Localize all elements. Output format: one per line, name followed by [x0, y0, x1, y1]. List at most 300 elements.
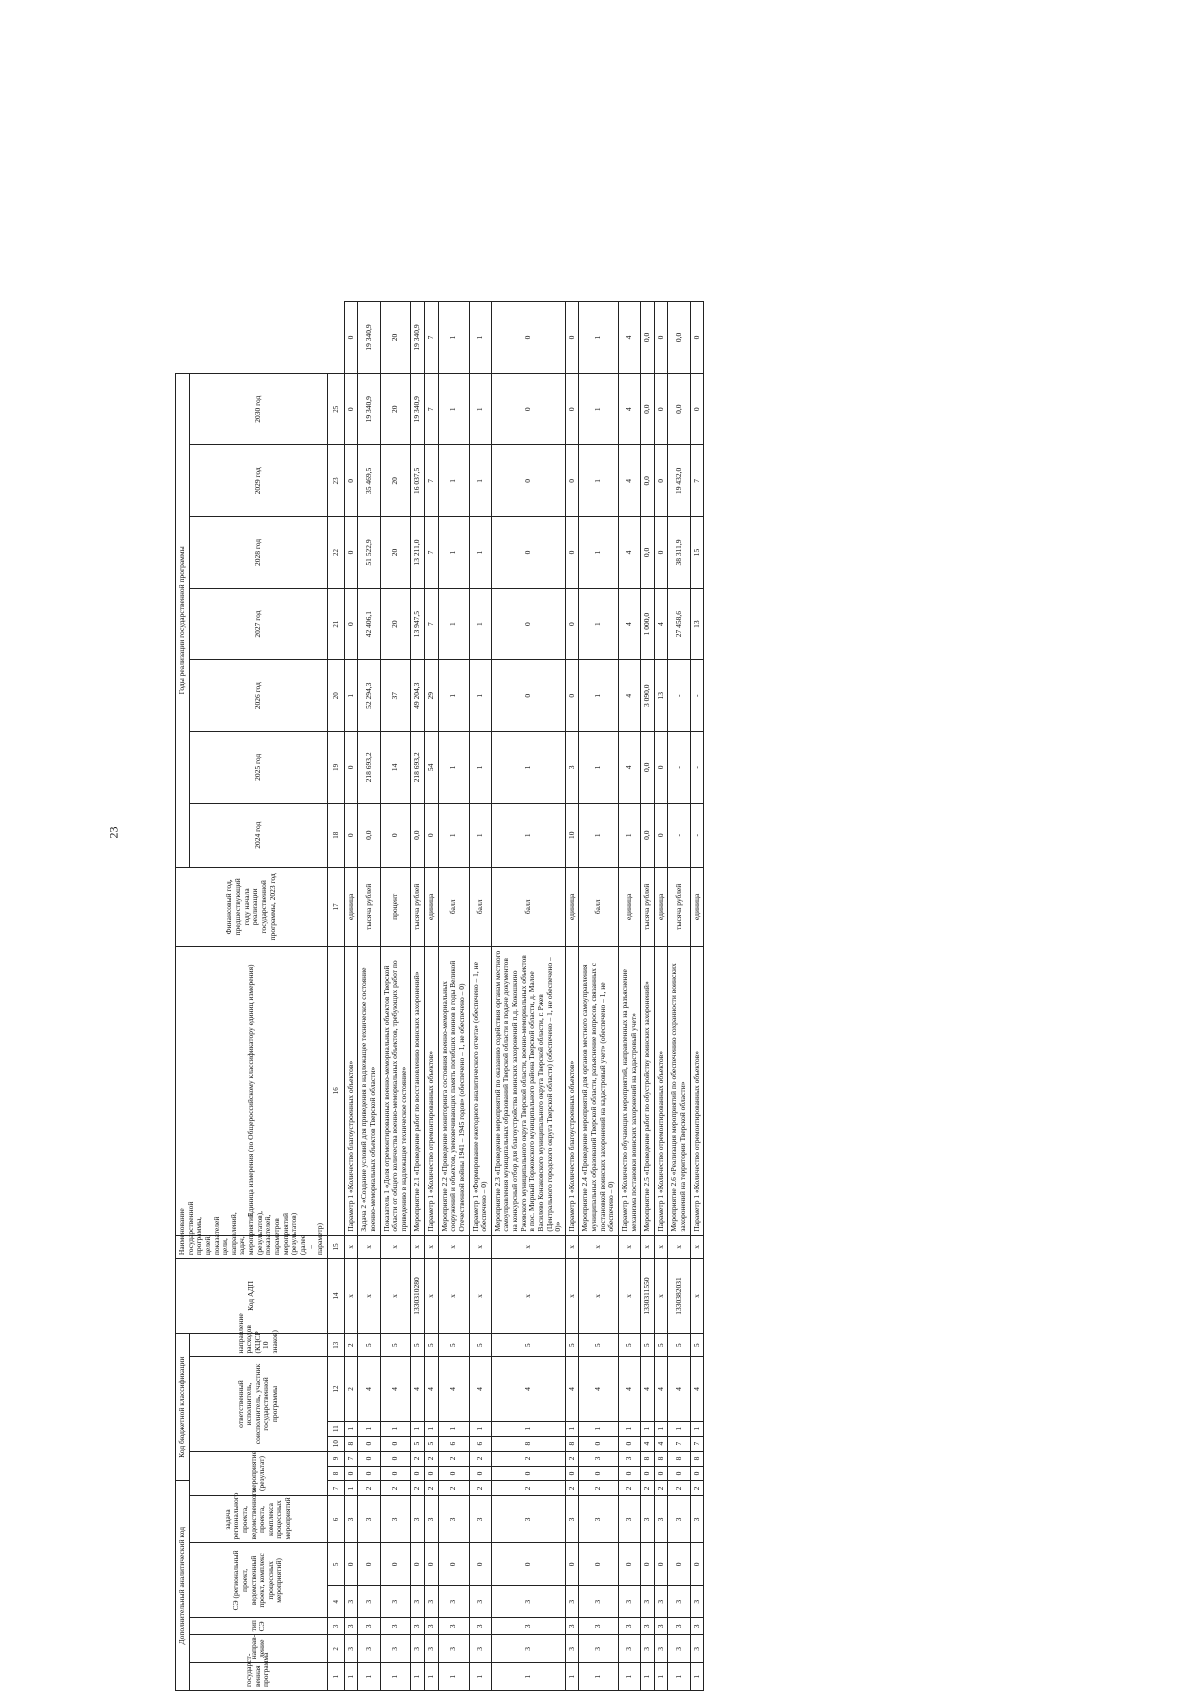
column-number: 25 — [327, 373, 344, 445]
code-cell: 2 — [411, 1451, 425, 1466]
code-cell: x — [618, 1259, 640, 1334]
header-napr: направ-ление — [189, 1635, 327, 1663]
table-row — [565, 302, 579, 1691]
code-cell: 6 — [438, 1436, 469, 1451]
code-cell: 4 — [425, 1357, 439, 1421]
code-cell: 3 — [690, 1586, 704, 1618]
header-y2026: 2026 год — [189, 660, 327, 732]
code-cell: 3 — [641, 1586, 655, 1618]
code-cell: 0 — [668, 1543, 690, 1586]
year-value: 0,0 — [641, 302, 655, 374]
code-cell: 1330310280 — [411, 1259, 425, 1334]
code-cell: 3 — [641, 1635, 655, 1663]
column-number: 8 — [327, 1466, 344, 1481]
code-cell: 3 — [668, 1635, 690, 1663]
code-cell: 0 — [618, 1436, 640, 1451]
row-name: Мероприятие 2.6 «Реализация мероприятий по обеспечению сохранности воинских захоронений на территории Тверской области» — [668, 946, 690, 1235]
row-name: Мероприятие 2.2 «Проведение мониторинга состояния военно-мемориальных сооружений и объектов, увековечивающих память погибших воинов в годы Великой Отечественной войны 1941 – 1945 годов» (обеспечено – 1, не обеспечено – 0) — [438, 946, 469, 1235]
row-name: Параметр 1 «Количество обучающих мероприятий, направленных на разъяснение механизма постановки воинских захоронений на кадастровый учет» — [618, 946, 640, 1235]
code-cell: x — [469, 1235, 491, 1259]
code-cell: x — [438, 1259, 469, 1334]
code-cell: 0 — [579, 1466, 619, 1481]
code-cell: 5 — [668, 1333, 690, 1357]
code-cell: 5 — [438, 1333, 469, 1357]
table-row — [654, 302, 668, 1691]
row-unit: балл — [579, 867, 619, 946]
code-cell: 0 — [641, 1543, 655, 1586]
code-cell: 1 — [411, 1663, 425, 1691]
code-cell: 0 — [469, 1466, 491, 1481]
table-row — [358, 302, 380, 1691]
row-unit: тысяча рублей — [411, 867, 425, 946]
year-value: 4 — [618, 302, 640, 374]
year-value: 0 — [654, 803, 668, 867]
code-cell: 4 — [469, 1357, 491, 1421]
code-cell: 3 — [565, 1496, 579, 1543]
year-value: 218 693,2 — [411, 732, 425, 804]
year-value: 0 — [654, 445, 668, 517]
code-cell: 3 — [491, 1586, 565, 1618]
code-cell: 2 — [565, 1481, 579, 1496]
code-cell: 3 — [491, 1618, 565, 1635]
code-cell: 6 — [469, 1436, 491, 1451]
year-value: 13 211,0 — [411, 517, 425, 589]
year-value: 4 — [618, 732, 640, 804]
code-cell: 3 — [618, 1451, 640, 1466]
column-number: 15 — [327, 1235, 344, 1259]
column-number: 22 — [327, 517, 344, 589]
year-value: 51 522,9 — [358, 517, 380, 589]
code-cell: 3 — [358, 1635, 380, 1663]
code-cell: 3 — [668, 1586, 690, 1618]
code-cell: 2 — [579, 1481, 619, 1496]
code-cell: 2 — [690, 1481, 704, 1496]
year-value: 16 037,5 — [411, 445, 425, 517]
table-row — [668, 302, 690, 1691]
column-number: 5 — [327, 1543, 344, 1586]
year-value: 13 947,5 — [411, 588, 425, 660]
code-cell: 3 — [380, 1618, 411, 1635]
row-name: Мероприятие 2.4 «Проведение мероприятий для органов местного самоуправления муниципальных образований Тверской области, разъяснение вопросов, связанных с постановкой воинских захоронений на кадастровый учет» (обеспечено – 1, не обеспечено – 0) — [579, 946, 619, 1235]
year-value: 27 458,6 — [668, 588, 690, 660]
row-name: Задача 2 «Создание условий для приведения в надлежащее техническое состояние военно-мемориальных объектов Тверской области» — [358, 946, 380, 1235]
code-cell: 1 — [491, 1421, 565, 1436]
code-cell: 3 — [641, 1618, 655, 1635]
year-value: 4 — [618, 373, 640, 445]
code-cell: 4 — [565, 1357, 579, 1421]
code-cell: 0 — [411, 1543, 425, 1586]
code-cell: 1 — [668, 1663, 690, 1691]
code-cell: x — [579, 1259, 619, 1334]
code-cell: 0 — [579, 1436, 619, 1451]
program-table — [175, 301, 704, 1691]
year-value: - — [668, 660, 690, 732]
code-cell: x — [690, 1235, 704, 1259]
table-row — [579, 302, 619, 1691]
program-table-sheet — [175, 0, 1095, 1691]
year-value: 1 — [438, 373, 469, 445]
code-cell: 3 — [358, 1586, 380, 1618]
code-cell: 0 — [491, 1543, 565, 1586]
row-unit: тысяча рублей — [358, 867, 380, 946]
code-cell: 5 — [411, 1333, 425, 1357]
code-cell: 3 — [380, 1586, 411, 1618]
year-value: 29 — [425, 660, 439, 732]
year-value: 7 — [425, 373, 439, 445]
year-value: 4 — [618, 588, 640, 660]
header-unit: Единица измерения (по Общероссийскому классификатору единиц измерения) — [176, 946, 328, 1235]
row-name: Показатель 1 «Доля отремонтированных военно-мемориальных объектов Тверской области от общего количества военно-мемориальных объектов, требующих работ по приведению в надлежащее техническое состояние» — [380, 946, 411, 1235]
column-number: 1 — [327, 1663, 344, 1691]
year-value: 1 — [469, 373, 491, 445]
code-cell: 3 — [668, 1618, 690, 1635]
code-cell: 2 — [654, 1481, 668, 1496]
code-cell: 4 — [654, 1436, 668, 1451]
code-cell: x — [469, 1259, 491, 1334]
year-value: 0,0 — [668, 373, 690, 445]
header-years-group: Годы реализации государственной программы — [176, 373, 190, 867]
year-value: 0 — [565, 517, 579, 589]
code-cell: x — [411, 1235, 425, 1259]
code-cell: 4 — [438, 1357, 469, 1421]
year-value: 0 — [491, 517, 565, 589]
row-name: Параметр 1 «Количество отремонтированных объектов» — [425, 946, 439, 1235]
code-cell: 1 — [438, 1663, 469, 1691]
code-cell: 3 — [425, 1586, 439, 1618]
year-value: 0,0 — [411, 803, 425, 867]
header-y2027: 2027 год — [189, 588, 327, 660]
column-number: 13 — [327, 1333, 344, 1357]
code-cell: 3 — [641, 1496, 655, 1543]
column-number: 9 — [327, 1451, 344, 1466]
year-value: 15 — [690, 517, 704, 589]
code-cell: 8 — [344, 1436, 358, 1451]
year-value: 20 — [380, 588, 411, 660]
row-name: Параметр 1 «Количество благоустроенных объектов» — [565, 946, 579, 1235]
code-cell: 3 — [425, 1496, 439, 1543]
header-y2030: 2030 год — [189, 373, 327, 445]
code-cell: 3 — [654, 1586, 668, 1618]
code-cell: 0 — [654, 1466, 668, 1481]
column-number: 16 — [327, 946, 344, 1235]
year-value: 0 — [491, 660, 565, 732]
code-cell: 2 — [438, 1481, 469, 1496]
column-number: 3 — [327, 1618, 344, 1635]
column-number: 19 — [327, 732, 344, 804]
year-value: 49 204,3 — [411, 660, 425, 732]
code-cell: 0 — [641, 1466, 655, 1481]
row-unit: единица — [690, 867, 704, 946]
year-value: 1 — [344, 660, 358, 732]
year-value: 0 — [491, 588, 565, 660]
header-se: СЭ (региональный проект, ведомственный проект, комплекс процессных мероприятий) — [189, 1543, 327, 1618]
code-cell: x — [565, 1235, 579, 1259]
year-value: 1 — [579, 803, 619, 867]
code-cell: 3 — [690, 1618, 704, 1635]
code-cell: 3 — [358, 1618, 380, 1635]
year-value: 1 — [579, 445, 619, 517]
row-unit: балл — [438, 867, 469, 946]
code-cell: 3 — [425, 1635, 439, 1663]
code-cell: 3 — [579, 1618, 619, 1635]
code-cell: 4 — [668, 1357, 690, 1421]
code-cell: 4 — [380, 1357, 411, 1421]
year-value: 37 — [380, 660, 411, 732]
code-cell: 3 — [618, 1496, 640, 1543]
code-cell: x — [654, 1259, 668, 1334]
code-cell: x — [690, 1259, 704, 1334]
year-value: 1 — [579, 660, 619, 732]
header-event: мероприятие (результат) — [189, 1451, 327, 1496]
code-cell: 0 — [618, 1543, 640, 1586]
code-cell: 1 — [690, 1421, 704, 1436]
year-value: 1 — [469, 302, 491, 374]
code-cell: 8 — [565, 1436, 579, 1451]
header-name: Наименование государственной программы, целей, показателей цели, направлений, задач, мероприятий (результатов), показателей, параметров мероприятий (результатов) (далее – параметр) — [176, 1235, 328, 1259]
code-cell: 1 — [641, 1421, 655, 1436]
code-cell: 0 — [358, 1436, 380, 1451]
year-value: 0 — [565, 373, 579, 445]
code-cell: 1 — [438, 1421, 469, 1436]
code-cell: 1 — [344, 1481, 358, 1496]
code-cell: x — [618, 1235, 640, 1259]
code-cell: 3 — [411, 1635, 425, 1663]
code-cell: 1 — [618, 1663, 640, 1691]
code-cell: 3 — [469, 1635, 491, 1663]
code-cell: 0 — [579, 1543, 619, 1586]
table-row — [641, 302, 655, 1691]
code-cell: 2 — [411, 1481, 425, 1496]
code-cell: 7 — [690, 1436, 704, 1451]
code-cell: 1 — [641, 1663, 655, 1691]
code-cell: x — [491, 1259, 565, 1334]
code-cell: 2 — [469, 1481, 491, 1496]
code-cell: 3 — [690, 1496, 704, 1543]
year-value: 4 — [618, 660, 640, 732]
code-cell: 5 — [380, 1333, 411, 1357]
year-value: 1 — [491, 732, 565, 804]
year-value: 4 — [618, 517, 640, 589]
code-cell: 3 — [579, 1635, 619, 1663]
year-value: 0 — [654, 732, 668, 804]
table-row — [380, 302, 411, 1691]
year-value: 1 000,0 — [641, 588, 655, 660]
code-cell: x — [358, 1235, 380, 1259]
code-cell: 0 — [690, 1466, 704, 1481]
column-number-row — [327, 302, 344, 1691]
code-cell: 3 — [491, 1496, 565, 1543]
header-y2024: 2024 год — [189, 803, 327, 867]
code-cell: 2 — [641, 1481, 655, 1496]
page-number: 23 — [106, 826, 121, 839]
year-value: 3 090,0 — [641, 660, 655, 732]
code-cell: 5 — [641, 1333, 655, 1357]
year-value: 0,0 — [358, 803, 380, 867]
code-cell: 3 — [411, 1586, 425, 1618]
year-value: 0,0 — [641, 445, 655, 517]
code-cell: 1 — [579, 1421, 619, 1436]
code-cell: 1 — [565, 1663, 579, 1691]
code-cell: 7 — [668, 1436, 690, 1451]
code-cell: 0 — [425, 1543, 439, 1586]
year-value: 1 — [469, 445, 491, 517]
code-cell: 2 — [491, 1481, 565, 1496]
code-cell: 3 — [438, 1496, 469, 1543]
row-unit: единица — [565, 867, 579, 946]
header-tip: тип СЭ — [189, 1618, 327, 1635]
year-value: 7 — [425, 588, 439, 660]
code-cell: 2 — [668, 1481, 690, 1496]
year-value: 0 — [425, 803, 439, 867]
year-value: 1 — [469, 588, 491, 660]
code-cell: 2 — [425, 1481, 439, 1496]
header-y2029: 2029 год — [189, 445, 327, 517]
code-cell: 1 — [358, 1421, 380, 1436]
header-gp: государст-венная программа — [189, 1663, 327, 1691]
year-value: 1 — [469, 517, 491, 589]
code-cell: 4 — [618, 1357, 640, 1421]
year-value: 0,0 — [641, 732, 655, 804]
year-value: - — [690, 803, 704, 867]
code-cell: 2 — [380, 1481, 411, 1496]
year-value: 1 — [438, 445, 469, 517]
code-cell: 5 — [690, 1333, 704, 1357]
year-value: 0 — [690, 302, 704, 374]
header-resp: ответственный исполнитель, соисполнитель, участник государственной программы — [189, 1357, 327, 1451]
code-cell: 0 — [565, 1466, 579, 1481]
year-value: 1 — [438, 803, 469, 867]
table-body — [327, 302, 704, 1691]
year-value: 1 — [579, 588, 619, 660]
code-cell: 3 — [344, 1618, 358, 1635]
code-cell: 3 — [438, 1618, 469, 1635]
year-value: 1 — [579, 517, 619, 589]
code-cell: 3 — [579, 1496, 619, 1543]
year-value: 0 — [344, 373, 358, 445]
code-cell: 0 — [380, 1436, 411, 1451]
code-cell: 1 — [668, 1421, 690, 1436]
table-row — [438, 302, 469, 1691]
column-number: 23 — [327, 445, 344, 517]
year-value: 14 — [380, 732, 411, 804]
code-cell: 2 — [358, 1481, 380, 1496]
code-cell: 5 — [491, 1333, 565, 1357]
year-value: 1 — [438, 302, 469, 374]
year-value: 0 — [565, 445, 579, 517]
header-fin-year: Финансовый год, предшествующий году начала реализации государственной программы, 2023 год — [176, 867, 328, 946]
year-value: 0 — [344, 803, 358, 867]
column-number: 2 — [327, 1635, 344, 1663]
year-value: 1 — [438, 660, 469, 732]
code-cell: 2 — [425, 1451, 439, 1466]
code-cell: 3 — [411, 1496, 425, 1543]
year-value: 0,0 — [668, 302, 690, 374]
code-cell: 3 — [438, 1635, 469, 1663]
year-value: 0 — [491, 302, 565, 374]
code-cell: 1 — [469, 1663, 491, 1691]
year-value: 42 406,1 — [358, 588, 380, 660]
code-cell: 3 — [668, 1496, 690, 1543]
year-value: 20 — [380, 302, 411, 374]
code-cell: 2 — [491, 1451, 565, 1466]
row-unit: единица — [618, 867, 640, 946]
year-value: 1 — [618, 803, 640, 867]
code-cell: 3 — [654, 1618, 668, 1635]
column-number: 20 — [327, 660, 344, 732]
header-y2028: 2028 год — [189, 517, 327, 589]
code-cell: 8 — [654, 1451, 668, 1466]
year-value: 1 — [469, 803, 491, 867]
table-row — [411, 302, 425, 1691]
year-value: - — [668, 803, 690, 867]
table-row — [344, 302, 358, 1691]
year-value: 19 340,9 — [358, 302, 380, 374]
code-cell: 8 — [690, 1451, 704, 1466]
year-value: 0,0 — [641, 803, 655, 867]
code-cell: 0 — [358, 1451, 380, 1466]
year-value: - — [690, 732, 704, 804]
code-cell: 1 — [565, 1421, 579, 1436]
row-name: Мероприятие 2.3 «Проведение мероприятий по оказанию содействия органам местного самоуправления муниципальных образований Тверской области в подаче документов на конкурсный отбор для благоустройства воинских захоронений п.д. Кокошкино Ржевского муниципального округа Тверской области, военно-мемориальных объектов в пос. Мирный Торжокского муниципального района Тверской области, д. Малое Василево Конаковского муниципального округа Тверской области, г. Ржев (Центрального городского округа Тверской области) (обеспечено – 1, не обеспечено – 0)» — [491, 946, 565, 1235]
code-cell: 4 — [654, 1357, 668, 1421]
code-cell: 3 — [469, 1586, 491, 1618]
column-number: 18 — [327, 803, 344, 867]
code-cell: 7 — [344, 1451, 358, 1466]
header-y2025: 2025 год — [189, 732, 327, 804]
code-cell: 1 — [654, 1421, 668, 1436]
code-cell: 0 — [565, 1543, 579, 1586]
code-cell: x — [380, 1259, 411, 1334]
code-cell: 3 — [491, 1635, 565, 1663]
code-cell: 1 — [425, 1663, 439, 1691]
year-value: 0 — [344, 517, 358, 589]
column-number: 21 — [327, 588, 344, 660]
code-cell: 5 — [579, 1333, 619, 1357]
year-value: 0,0 — [641, 517, 655, 589]
code-cell: 3 — [469, 1496, 491, 1543]
year-value: 0 — [654, 373, 668, 445]
year-value: 0 — [654, 517, 668, 589]
code-cell: 8 — [668, 1451, 690, 1466]
code-cell: 5 — [618, 1333, 640, 1357]
row-unit: тысяча рублей — [641, 867, 655, 946]
code-cell: 4 — [641, 1357, 655, 1421]
code-cell: x — [491, 1235, 565, 1259]
code-cell: 3 — [358, 1496, 380, 1543]
year-value: 7 — [690, 445, 704, 517]
header-task: задача регионального проекта, ведомственного проекта, комплекса процессных мероприятий — [189, 1496, 327, 1543]
code-cell: 1 — [654, 1663, 668, 1691]
code-cell: 0 — [425, 1466, 439, 1481]
code-cell: 1 — [358, 1663, 380, 1691]
table-row — [491, 302, 565, 1691]
year-value: 1 — [469, 732, 491, 804]
year-value: 4 — [654, 588, 668, 660]
column-number: 10 — [327, 1436, 344, 1451]
year-value: 0 — [344, 732, 358, 804]
year-value: 19 340,9 — [411, 373, 425, 445]
year-value: 52 294,3 — [358, 660, 380, 732]
year-value: 7 — [425, 445, 439, 517]
code-cell: 0 — [411, 1466, 425, 1481]
code-cell: 1 — [491, 1663, 565, 1691]
year-value: 0 — [565, 588, 579, 660]
code-cell: 0 — [380, 1451, 411, 1466]
column-number: 17 — [327, 867, 344, 946]
code-cell: 3 — [438, 1586, 469, 1618]
year-value: 3 — [565, 732, 579, 804]
year-value: 0 — [654, 302, 668, 374]
